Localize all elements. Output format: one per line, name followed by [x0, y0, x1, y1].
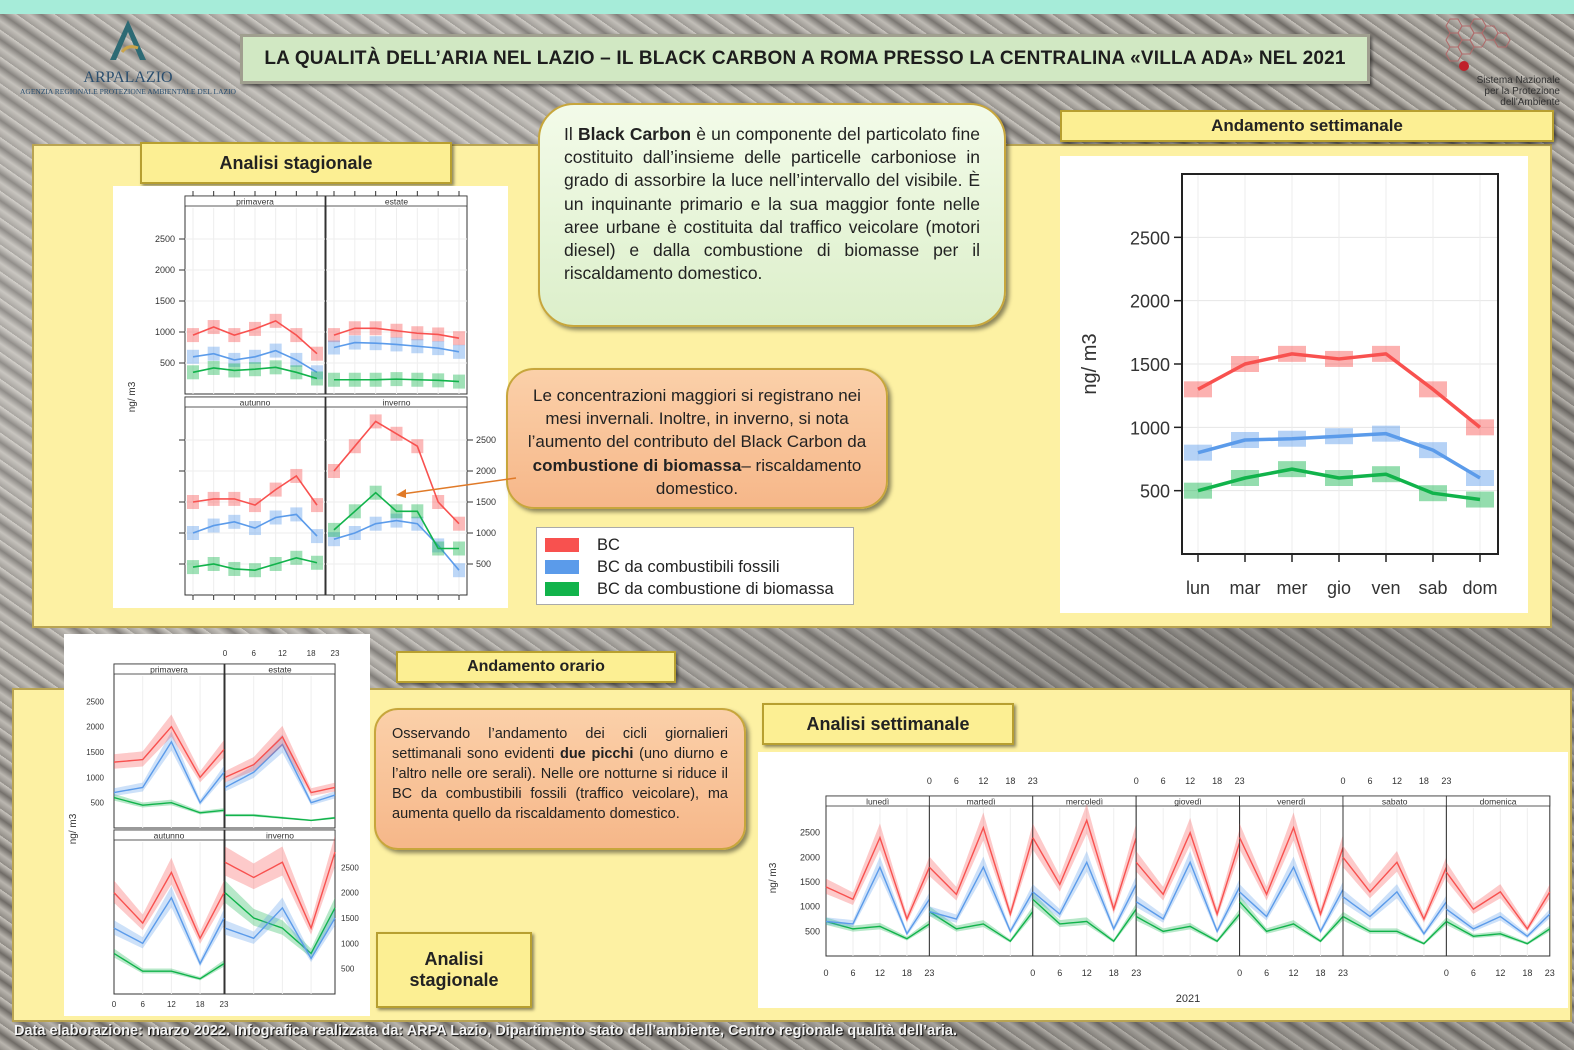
hourly-y-axis-label: ng/ m3 [68, 813, 79, 845]
seasonal-tick-label-y-right: 1000 [476, 528, 497, 538]
intro-text-bubble [538, 103, 1006, 327]
weekhour-tick-label-x-top: 12 [1185, 776, 1196, 786]
hourly-tick-label-x-top: 0 [222, 649, 228, 658]
seasonal-strip-label: estate [384, 196, 409, 207]
legend-swatch-biomass [545, 582, 579, 596]
intro-bold: Black Carbon [577, 124, 692, 144]
weekhour-tick-label-x-top: 18 [1212, 776, 1223, 786]
weekhour-tick-label-x-top: 0 [1133, 776, 1139, 786]
weekhour-tick-label-x: 23 [1131, 968, 1142, 978]
seasonal-chart-container [113, 186, 508, 608]
weekhour-tick-label-x-top: 18 [1418, 776, 1429, 786]
weekhour-tick-label-x: 12 [1081, 968, 1092, 978]
weekhour-tick-label-x: 12 [1288, 968, 1299, 978]
daily-pre: Osservando l’andamento dei cicli giornalieri settimanali sono evidenti [392, 726, 728, 762]
weekhour-tick-label-x-top: 12 [1391, 776, 1402, 786]
weekhour-strip-label: sabato [1381, 796, 1408, 807]
hourly-tick-label-x: 0 [111, 1000, 117, 1009]
weekhour-tick-label-x: 23 [924, 968, 935, 978]
series-legend [536, 527, 854, 605]
weekly-tick-label-x: lun [1185, 578, 1211, 598]
weekhour-tick-label-x: 18 [1315, 968, 1326, 978]
hourly-tick-label-x: 12 [166, 1000, 176, 1009]
hourly-strip-label: inverno [266, 830, 294, 841]
hourly-tick-label-x: 23 [219, 1000, 229, 1009]
seasonal-tick-label-y: 500 [159, 358, 175, 368]
winter-pre: Le concentrazioni maggiori si registrano nei mesi invernali. Inoltre, in inverno, si nota l’aumento del contributo del Black Carbon da [527, 386, 867, 452]
hourly-tick-label-y-right: 2000 [341, 888, 359, 898]
weekly-tick-label-y: 1000 [1129, 418, 1170, 439]
weekly-hourly-chart-container [758, 752, 1568, 1008]
weekhour-tick-label-y: 500 [804, 926, 820, 937]
intro-rest: è un componente del particolato fine costituito dall’insieme delle particelle carboniose in grado di assorbire la luce nell’intervallo del visibile. È un inquinante primario e la sua maggior fonte nelle aree urbane è costituita dal traffico veicolare (motori diesel) e dalla combustione di biomasse per il riscaldamento domestico. [564, 124, 980, 284]
weekhour-tick-label-x: 6 [1470, 968, 1476, 978]
hourly-strip-label: primavera [150, 664, 188, 675]
weekhour-tick-label-y: 1000 [799, 901, 820, 912]
weekly-tick-label-x: gio [1326, 578, 1352, 598]
snpa-logo-line3: dell'Ambiente [1500, 97, 1560, 108]
seasonal-tick-label-y: 1500 [154, 296, 175, 306]
seasonal-tick-label-y: 2000 [154, 265, 175, 275]
weekly-tick-label-x: mar [1229, 578, 1261, 598]
hourly-tick-label-y: 500 [90, 798, 104, 808]
weekhour-x-axis-label: 2021 [1175, 993, 1201, 1005]
weekhour-tick-label-x-top: 0 [926, 776, 932, 786]
seasonal-chart [113, 186, 508, 608]
seasonal-strip-label: autunno [239, 397, 271, 408]
seasonal-strip-label: inverno [382, 397, 411, 408]
weekhour-tick-label-x: 12 [874, 968, 885, 978]
weekhour-tick-label-x: 6 [1057, 968, 1063, 978]
weekhour-strip-label: giovedì [1174, 796, 1202, 807]
legend-item-fossil [545, 556, 853, 578]
snpa-logo [1410, 14, 1560, 106]
weekly-tick-label-y: 1500 [1129, 355, 1170, 375]
weekly-hourly-chart [758, 752, 1568, 1008]
hourly-tick-label-x: 6 [140, 1000, 145, 1009]
weekhour-tick-label-x-top: 6 [1160, 776, 1166, 786]
seasonal-tick-label-y-right: 2000 [476, 466, 497, 476]
weekhour-tick-label-x-top: 6 [953, 776, 959, 786]
arpa-logo-name: ARPALAZIO [83, 69, 173, 86]
seasonal-ci-bc [311, 347, 323, 361]
weekhour-strip-label: domenica [1479, 796, 1517, 807]
weekhour-tick-label-x-top: 23 [1027, 776, 1038, 786]
weekhour-tick-label-y: 2000 [799, 852, 820, 863]
hourly-tick-label-x: 18 [195, 1000, 205, 1009]
weekhour-tick-label-x-top: 12 [978, 776, 989, 786]
weekhour-tick-label-x: 0 [1443, 968, 1449, 978]
hourly-chart-container [64, 634, 370, 1016]
winter-note-bubble [506, 368, 888, 509]
snpa-logo-line1: Sistema Nazionale [1476, 75, 1560, 86]
arpa-logo-subtitle: AGENZIA REGIONALE PROTEZIONE AMBIENTALE DEL LAZIO [20, 87, 236, 96]
weekly-y-axis-label: ng/ m3 [1079, 333, 1101, 395]
winter-bold: combustione di biomassa [532, 455, 742, 475]
page-title: LA QUALITÀ DELL’ARIA NEL LAZIO – IL BLACK CARBON A ROMA PRESSO LA CENTRALINA «VILLA ADA» NEL 2021 [240, 34, 1370, 84]
legend-label-bc: BC [597, 535, 620, 554]
hexagon-network-icon [1430, 14, 1520, 72]
top-color-bar [0, 0, 1574, 14]
legend-swatch-bc [545, 538, 579, 552]
weekhour-tick-label-x: 18 [1522, 968, 1533, 978]
weekhour-tick-label-y: 2500 [799, 827, 820, 838]
weekhour-tick-label-x: 23 [1544, 968, 1555, 978]
label-hourly-trend: Andamento orario [396, 651, 676, 683]
hourly-chart [64, 634, 370, 1016]
label-seasonal-bottom-line1: Analisi [424, 949, 484, 969]
seasonal-tick-label-y-right: 2500 [476, 435, 497, 445]
weekly-tick-label-y: 2000 [1129, 291, 1170, 312]
weekhour-strip-label: martedì [966, 796, 996, 807]
legend-item-biomass [545, 578, 853, 600]
hourly-tick-label-y-right: 1500 [341, 914, 359, 923]
weekhour-tick-label-x-top: 18 [1005, 776, 1016, 786]
weekhour-tick-label-x: 0 [1030, 968, 1036, 978]
footer-credits: Data elaborazione: marzo 2022. Infografica realizzata da: ARPA Lazio, Dipartimento stato dell’ambiente, Centro regionale qualità dell’aria. [14, 1023, 957, 1039]
hourly-tick-label-x-top: 6 [251, 649, 256, 658]
daily-bold: due picchi [559, 746, 634, 762]
snpa-logo-line2: per la Protezione [1484, 86, 1560, 97]
hourly-tick-label-x-top: 12 [277, 649, 287, 658]
hourly-tick-label-y: 1500 [86, 748, 104, 757]
weekhour-strip-label: venerdì [1277, 796, 1306, 807]
weekhour-tick-label-x-top: 6 [1367, 776, 1373, 786]
weekhour-tick-label-x-top: 0 [1340, 776, 1346, 786]
daily-post: (uno diurno e l’altro nelle ore serali). Nelle ore notturne si riduce il BC da combustibili fossili (traffico veicolare), ma aumenta quello da riscaldamento domestico. [392, 746, 729, 822]
hourly-strip-label: autunno [153, 830, 185, 841]
weekhour-tick-label-x: 18 [901, 968, 912, 978]
weekly-tick-label-x: mer [1276, 578, 1308, 598]
legend-label-fossil: BC da combustibili fossili [597, 557, 780, 576]
intro-pre: Il [564, 124, 573, 144]
seasonal-y-axis-label: ng/ m3 [127, 381, 138, 413]
legend-swatch-fossil [545, 560, 579, 574]
seasonal-tick-label-y-right: 1500 [476, 497, 497, 507]
weekly-chart [1060, 156, 1528, 613]
weekhour-tick-label-x: 23 [1337, 968, 1349, 978]
weekly-tick-label-x: sab [1418, 578, 1448, 598]
seasonal-tick-label-y: 2500 [154, 234, 175, 244]
weekhour-strip-label: lunedì [866, 796, 890, 807]
legend-label-biomass: BC da combustione di biomassa [597, 579, 834, 598]
weekly-tick-label-x: dom [1462, 578, 1498, 598]
seasonal-tick-label-y-right: 500 [476, 559, 492, 569]
weekhour-y-axis-label: ng/ m3 [768, 862, 779, 894]
weekhour-tick-label-x-top: 23 [1441, 776, 1452, 786]
arpa-logo-icon [98, 18, 158, 62]
label-seasonal-bottom-line2: stagionale [409, 970, 499, 990]
weekhour-tick-label-x: 12 [1495, 968, 1506, 978]
weekhour-tick-label-x-top: 23 [1234, 776, 1245, 786]
seasonal-ci-biomass [328, 523, 340, 537]
hourly-tick-label-y: 2500 [86, 697, 104, 707]
daily-note-bubble [374, 708, 746, 850]
weekly-chart-container [1060, 156, 1528, 613]
weekly-tick-label-x: ven [1371, 578, 1401, 598]
weekhour-strip-label: mercoledì [1065, 796, 1104, 807]
legend-item-bc [545, 534, 853, 556]
weekhour-tick-label-x: 6 [1264, 968, 1270, 978]
hourly-tick-label-y-right: 500 [341, 964, 355, 974]
hourly-tick-label-y: 2000 [86, 722, 104, 732]
weekhour-tick-label-x: 0 [1237, 968, 1243, 978]
weekhour-tick-label-x: 18 [1108, 968, 1119, 978]
hourly-tick-label-x-top: 23 [330, 649, 340, 658]
weekhour-tick-label-x: 0 [823, 968, 829, 978]
winter-post: – riscaldamento domestico. [655, 455, 862, 498]
label-seasonal-top: Analisi stagionale [140, 142, 452, 184]
label-seasonal-bottom [376, 932, 532, 1008]
weekhour-tick-label-x: 6 [850, 968, 856, 978]
hourly-tick-label-y: 1000 [86, 773, 104, 783]
pointer-arrow [390, 470, 520, 500]
seasonal-strip-label: primavera [236, 196, 274, 207]
hourly-tick-label-y-right: 2500 [341, 863, 359, 873]
weekhour-tick-label-y: 1500 [799, 877, 820, 887]
weekly-tick-label-y: 500 [1139, 481, 1170, 502]
hourly-tick-label-y-right: 1000 [341, 939, 359, 949]
hourly-tick-label-x-top: 18 [306, 649, 316, 658]
hourly-strip-label: estate [268, 664, 292, 675]
label-weekly-trend: Andamento settimanale [1060, 110, 1554, 142]
arpa-lazio-logo [8, 18, 248, 96]
seasonal-tick-label-y: 1000 [154, 327, 175, 337]
label-weekly-analysis: Analisi settimanale [762, 703, 1014, 745]
weekly-tick-label-y: 2500 [1129, 228, 1170, 249]
